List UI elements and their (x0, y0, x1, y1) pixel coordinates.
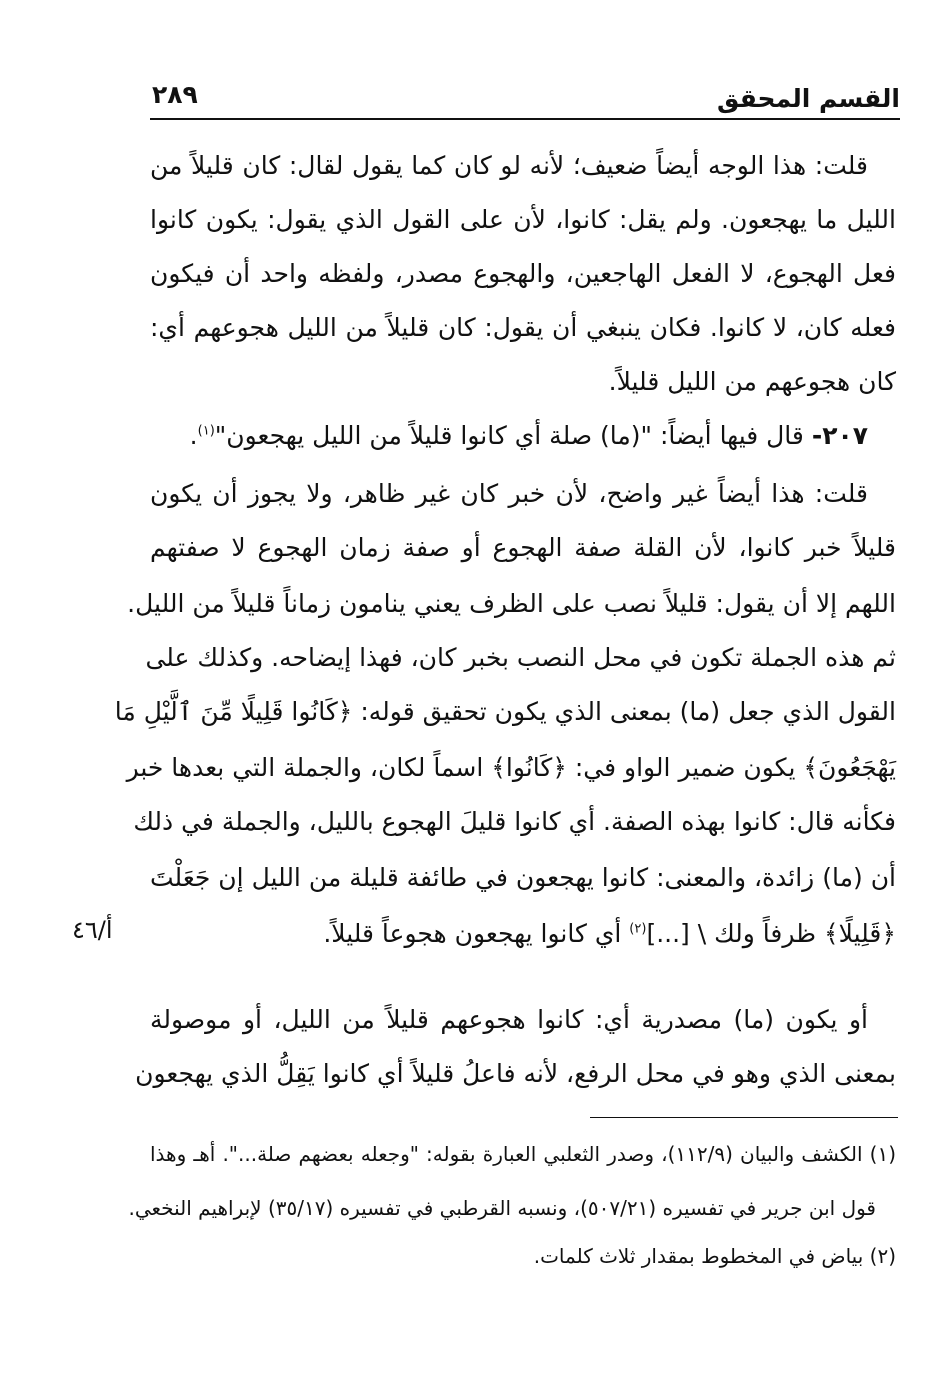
footnote-separator (590, 1117, 898, 1118)
body-line: اللهم إلا أن يقول: قليلاً نصب على الظرف يعني ينامون زماناً قليلاً من الليل. (127, 589, 896, 618)
body-line: القول الذي جعل (ما) بمعنى الذي يكون تحقيق قوله: ﴿كَانُوا قَلِيلًا مِّنَ ٱلَّيْلِ مَا (114, 697, 896, 726)
body-line-with-note (150, 907, 896, 961)
header-rule (150, 118, 900, 120)
item-number: ٢٠٧- (811, 421, 868, 450)
page-number: ٢٨٩ (152, 80, 198, 109)
footnote-1: (١) الكشف والبيان (١١٢/٩)، وصدر الثعلبي العبارة بقوله: "وجعله بعضهم صلة...". أهـ وهذا (150, 1142, 897, 1166)
running-title: القسم المحقق (717, 84, 900, 113)
body-line: يَهْجَعُونَ﴾ يكون ضمير الواو في: ﴿كَانُوا﴾ اسماً لكان، والجملة التي بعدها خبر (126, 753, 896, 782)
body-line: قلت: هذا الوجه أيضاً ضعيف؛ لأنه لو كان كما يقول لقال: كان قليلاً من (150, 151, 868, 180)
footnote-2: (٢) بياض في المخطوط بمقدار ثلاث كلمات. (533, 1244, 896, 1268)
manuscript-folio-marker: أ/٤٦ (72, 916, 113, 944)
body-line: قليلاً خبر كانوا، لأن القلة صفة الهجوع أو صفة زمان الهجوع لا صفتهم (150, 533, 896, 562)
body-line: أو يكون (ما) مصدرية أي: كانوا هجوعهم قليلاً من الليل، أو موصولة (150, 1005, 868, 1034)
footnote-1-continued: قول ابن جرير في تفسيره (٥٠٧/٢١)، ونسبه القرطبي في تفسيره (٣٥/١٧) لإبراهيم النخعي. (128, 1196, 876, 1220)
body-line: أن (ما) زائدة، والمعنى: كانوا يهجعون في طائفة قليلة من الليل إن جَعَلْتَ (150, 863, 896, 892)
line-tail: أي كانوا يهجعون هجوعاً قليلاً. (323, 919, 630, 948)
body-line: بمعنى الذي وهو في محل الرفع، لأنه فاعلُ قليلاً أي كانوا يَقِلُّ الذي يهجعون (135, 1059, 896, 1088)
footnote-ref-1: (١) (197, 423, 215, 439)
footnote-ref-2: (٢) (629, 921, 647, 937)
body-line: ثم هذه الجملة تكون في محل النصب بخبر كان، فهذا إيضاحه. وكذلك على (145, 643, 896, 672)
body-line: فكأنه قال: كانوا بهذه الصفة. أي كانوا قليلَ الهجوع بالليل، والجملة في ذلك (133, 807, 896, 836)
item-207-line (150, 409, 896, 463)
body-line: فعله كان، لا كانوا. فكان ينبغي أن يقول: كان قليلاً من الليل هجوعهم أي: (150, 313, 896, 342)
item-tail: . (189, 421, 198, 450)
body-line: الليل ما يهجعون. ولم يقل: كانوا، لأن على القول الذي يقول: يكون كانوا (150, 205, 896, 234)
body-line: قلت: هذا أيضاً غير واضح، لأن خبر كان غير ظاهر، ولا يجوز أن يكون (150, 479, 868, 508)
body-line: فعل الهجوع، لا الفعل الهاجعين، والهجوع مصدر، ولفظه واحد أن فيكون (150, 259, 896, 288)
line-text: ﴿قَلِيلًا﴾ ظرفاً ولك \ [...] (646, 919, 896, 948)
item-text: قال فيها أيضاً: "(ما) صلة أي كانوا قليلاً من الليل يهجعون" (214, 421, 812, 450)
body-line: كان هجوعهم من الليل قليلاً. (608, 367, 896, 396)
